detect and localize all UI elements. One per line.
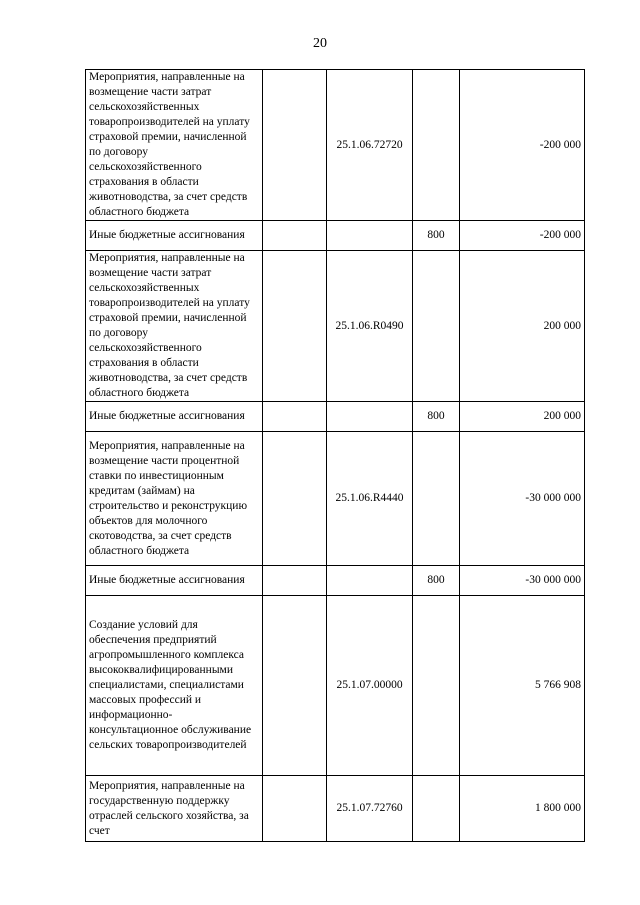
row-code: 25.1.06.R0490 xyxy=(327,251,413,402)
row-empty-cell xyxy=(263,566,327,596)
table-row xyxy=(86,221,585,251)
row-amount: 1 800 000 xyxy=(460,776,585,842)
row-code xyxy=(327,221,413,251)
row-empty-cell xyxy=(263,221,327,251)
row-amount: -200 000 xyxy=(460,70,585,221)
row-code: 25.1.07.00000 xyxy=(327,596,413,776)
row-empty-cell xyxy=(263,402,327,432)
table-row xyxy=(86,432,585,566)
row-amount: -30 000 000 xyxy=(460,566,585,596)
table-row xyxy=(86,402,585,432)
row-amount: 200 000 xyxy=(460,402,585,432)
row-name: Иные бюджетные ассигнования xyxy=(86,402,263,432)
table-row xyxy=(86,596,585,776)
row-amount: -200 000 xyxy=(460,221,585,251)
row-name: Мероприятия, направленные на возмещение части затрат сельскохозяйственных товаропроизводителей на уплату страховой премии, начисленной по договору сельскохозяйственного страхования в области животноводства, за счет средств областного бюджета xyxy=(86,251,263,402)
row-empty-cell xyxy=(263,432,327,566)
row-name: Мероприятия, направленные на государственную поддержку отраслей сельского хозяйства, за счет xyxy=(86,776,263,842)
table-row xyxy=(86,566,585,596)
row-expense-type xyxy=(413,432,460,566)
row-expense-type xyxy=(413,251,460,402)
row-code: 25.1.06.R4440 xyxy=(327,432,413,566)
row-amount: -30 000 000 xyxy=(460,432,585,566)
row-name: Мероприятия, направленные на возмещение части процентной ставки по инвестиционным кредитам (займам) на строительство и реконструкцию объектов для молочного скотоводства, за счет средств областного бюджета xyxy=(86,432,263,566)
row-code: 25.1.07.72760 xyxy=(327,776,413,842)
row-expense-type xyxy=(413,596,460,776)
row-code xyxy=(327,566,413,596)
row-code xyxy=(327,402,413,432)
table-row xyxy=(86,776,585,842)
row-empty-cell xyxy=(263,251,327,402)
row-expense-type: 800 xyxy=(413,402,460,432)
table-row xyxy=(86,70,585,221)
row-empty-cell xyxy=(263,596,327,776)
page-number: 20 xyxy=(313,36,327,51)
row-expense-type xyxy=(413,776,460,842)
row-name: Иные бюджетные ассигнования xyxy=(86,566,263,596)
row-expense-type: 800 xyxy=(413,566,460,596)
budget-table xyxy=(85,69,585,842)
row-name: Создание условий для обеспечения предприятий агропромышленного комплекса высококвалифицированными специалистами, специалистами массовых профессий и информационно-консультационное обслуживание сельских товаропроизводителей xyxy=(86,596,263,776)
row-amount: 200 000 xyxy=(460,251,585,402)
row-expense-type xyxy=(413,70,460,221)
row-empty-cell xyxy=(263,776,327,842)
row-empty-cell xyxy=(263,70,327,221)
row-amount: 5 766 908 xyxy=(460,596,585,776)
row-name: Иные бюджетные ассигнования xyxy=(86,221,263,251)
row-code: 25.1.06.72720 xyxy=(327,70,413,221)
row-name: Мероприятия, направленные на возмещение части затрат сельскохозяйственных товаропроизводителей на уплату страховой премии, начисленной по договору сельскохозяйственного страхования в области животноводства, за счет средств областного бюджета xyxy=(86,70,263,221)
row-expense-type: 800 xyxy=(413,221,460,251)
table-row xyxy=(86,251,585,402)
